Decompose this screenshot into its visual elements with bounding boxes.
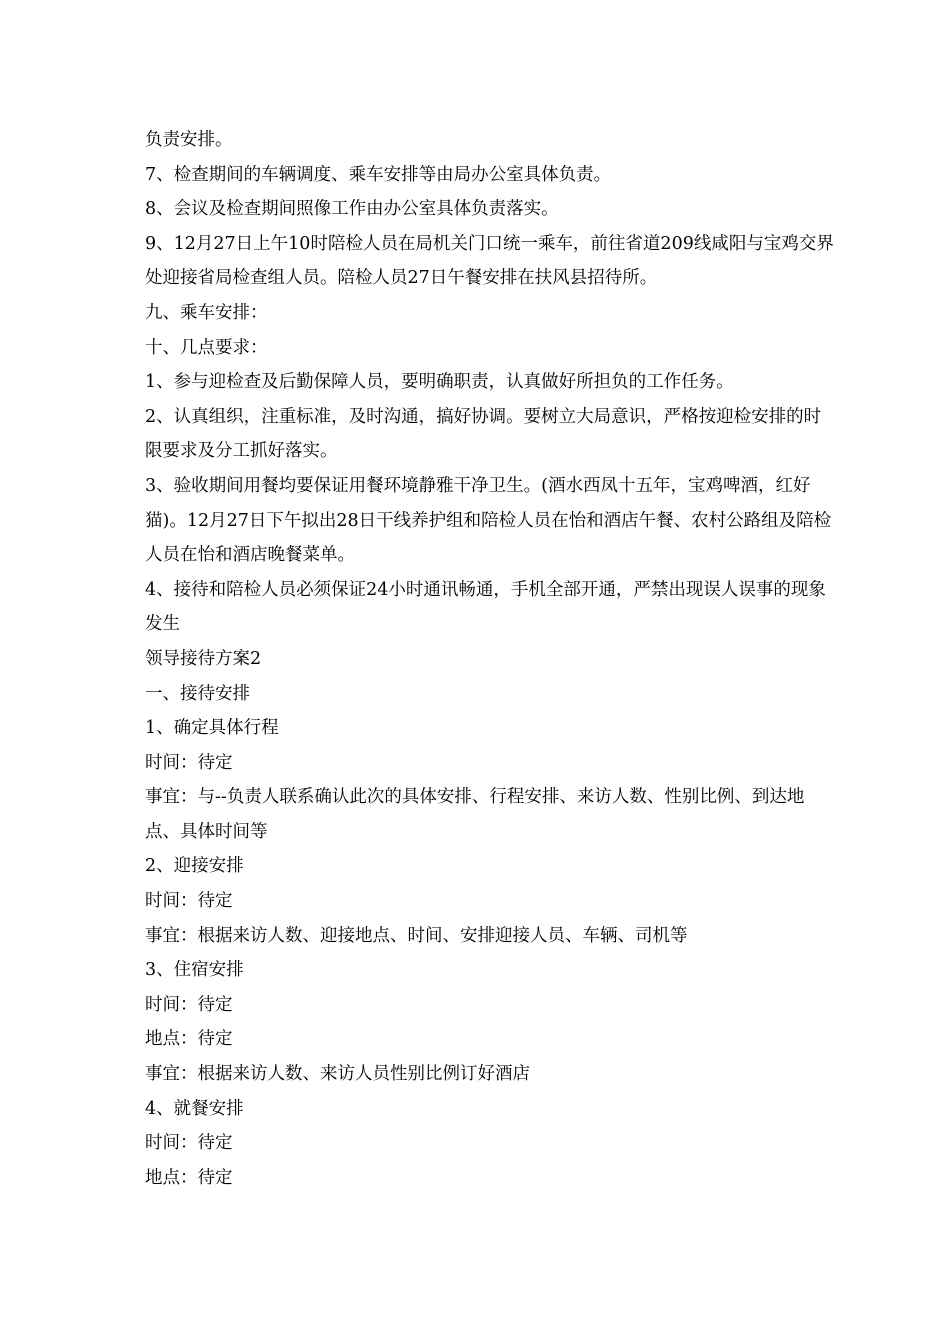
document-title: 领导接待方案2: [145, 648, 262, 669]
paragraph: 地点：待定: [145, 1029, 233, 1050]
paragraph: 事宜：根据来访人数、来访人员性别比例订好酒店: [145, 1064, 530, 1085]
paragraph: 事宜：与--负责人联系确认此次的具体安排、行程安排、来访人数、性别比例、到达地点、具体时间等: [145, 787, 805, 842]
paragraph: 7、检查期间的车辆调度、乘车安排等由局办公室具体负责。: [145, 164, 612, 185]
paragraph: 3、验收期间用餐均要保证用餐环境静雅干净卫生。(酒水西凤十五年，宝鸡啤酒，红好猫)。12月27日下午拟出28日干线养护组和陪检人员在怡和酒店午餐、农村公路组及陪检人员在怡和酒店晚餐菜单。: [145, 475, 832, 566]
paragraph: 事宜：根据来访人数、迎接地点、时间、安排迎接人员、车辆、司机等: [145, 925, 688, 946]
document-body: [145, 123, 835, 1195]
paragraph: 4、接待和陪检人员必须保证24小时通讯畅通，手机全部开通，严禁出现误人误事的现象发生: [145, 579, 826, 635]
section-heading: 一、接待安排: [145, 683, 250, 704]
paragraph: 时间：待定: [145, 752, 233, 773]
paragraph: 时间：待定: [145, 891, 233, 912]
paragraph: 8、会议及检查期间照像工作由办公室具体负责落实。: [145, 199, 559, 220]
paragraph: 2、认真组织，注重标准，及时沟通，搞好协调。要树立大局意识，严格按迎检安排的时限要求及分工抓好落实。: [145, 406, 822, 462]
paragraph: 负责安排。: [145, 130, 233, 150]
subsection-heading: 2、迎接安排: [145, 856, 244, 877]
paragraph: 9、12月27日上午10时陪检人员在局机关门口统一乘车，前往省道209线咸阳与宝鸡交界处迎接省局检查组人员。陪检人员27日午餐安排在扶风县招待所。: [145, 233, 834, 289]
subsection-heading: 3、住宿安排: [145, 960, 244, 981]
paragraph: 地点：待定: [145, 1167, 233, 1188]
paragraph: 1、参与迎检查及后勤保障人员，要明确职责，认真做好所担负的工作任务。: [145, 372, 734, 393]
subsection-heading: 4、就餐安排: [145, 1098, 244, 1119]
paragraph: 时间：待定: [145, 994, 233, 1015]
section-heading: 十、几点要求：: [145, 337, 268, 358]
paragraph: 时间：待定: [145, 1133, 233, 1154]
subsection-heading: 1、确定具体行程: [145, 718, 279, 739]
section-heading: 九、乘车安排：: [145, 302, 268, 323]
